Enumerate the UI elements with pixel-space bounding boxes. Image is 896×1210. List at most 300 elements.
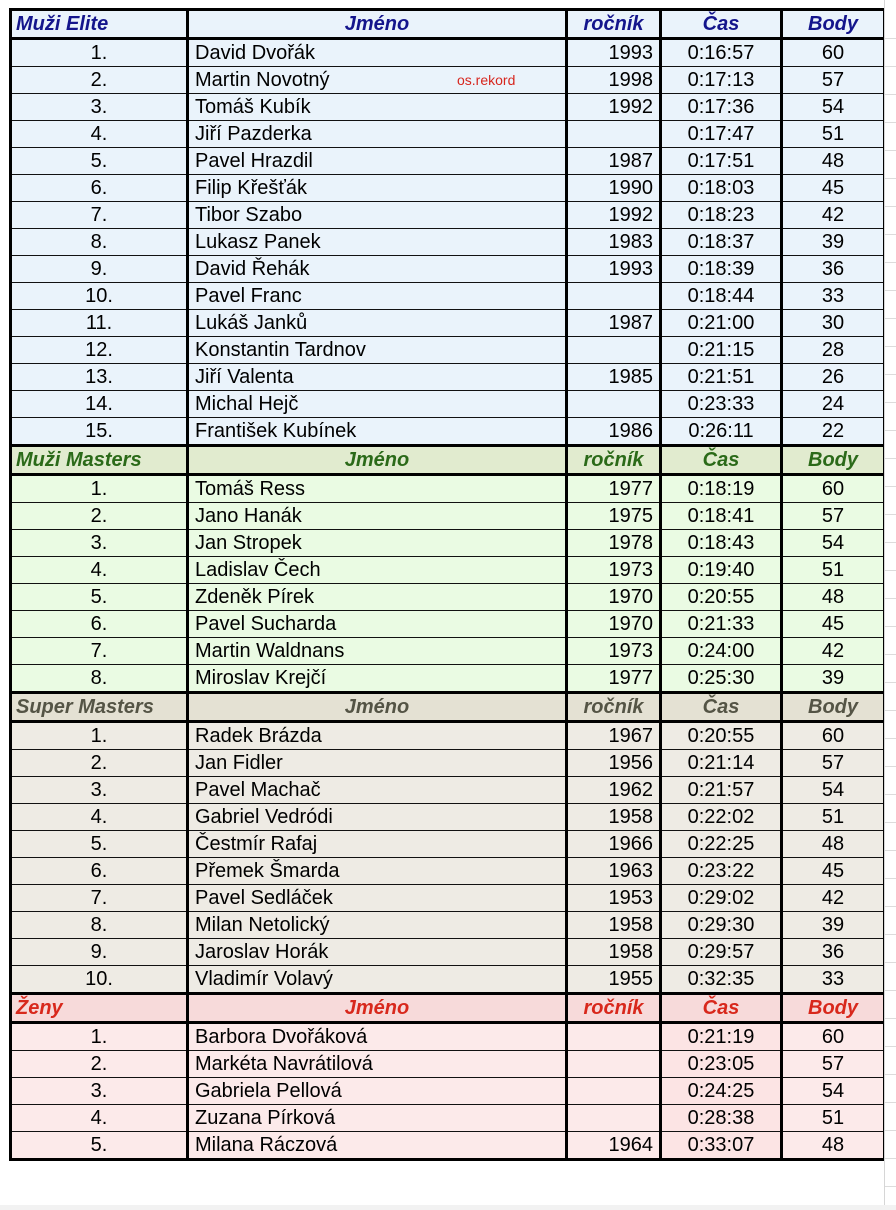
year-cell[interactable] [567, 939, 661, 966]
rank-cell-value: 6. [90, 177, 108, 199]
name-cell[interactable] [188, 148, 567, 175]
table-row [11, 750, 885, 777]
time-cell[interactable] [661, 202, 782, 229]
column-header-name[interactable]: Jméno [188, 446, 567, 475]
time-cell[interactable] [661, 750, 782, 777]
rank-cell[interactable] [11, 283, 188, 310]
name-cell-value: Přemek Šmarda [195, 860, 340, 882]
points-cell[interactable] [782, 418, 885, 446]
table-row [11, 638, 885, 665]
gridline [885, 1130, 896, 1131]
points-cell[interactable] [782, 966, 885, 994]
time-cell[interactable] [661, 777, 782, 804]
rank-cell[interactable] [11, 310, 188, 337]
year-cell[interactable] [567, 475, 661, 503]
name-cell[interactable] [188, 283, 567, 310]
points-cell-value: 60 [821, 1026, 845, 1048]
rank-cell[interactable] [11, 148, 188, 175]
year-cell-value: 1983 [608, 231, 653, 253]
name-cell[interactable] [188, 94, 567, 121]
rank-cell[interactable] [11, 1132, 188, 1160]
time-cell-value: 0:22:25 [687, 833, 755, 855]
time-cell[interactable] [661, 1023, 782, 1051]
table-row [11, 804, 885, 831]
time-cell[interactable] [661, 858, 782, 885]
table-row [11, 229, 885, 256]
rank-cell[interactable] [11, 777, 188, 804]
year-cell[interactable] [567, 229, 661, 256]
rank-cell-value: 2. [90, 752, 108, 774]
points-cell[interactable] [782, 391, 885, 418]
time-cell[interactable] [661, 831, 782, 858]
name-cell-value: David Dvořák [195, 42, 316, 64]
points-cell[interactable] [782, 148, 885, 175]
points-cell-value: 36 [821, 258, 845, 280]
name-cell[interactable] [188, 939, 567, 966]
points-cell-value: 42 [821, 204, 845, 226]
rank-cell[interactable] [11, 202, 188, 229]
points-cell-value: 54 [821, 779, 845, 801]
name-cell[interactable] [188, 229, 567, 256]
time-cell-value: 0:21:33 [687, 613, 755, 635]
time-cell[interactable] [661, 1051, 782, 1078]
year-cell-value: 1963 [608, 860, 653, 882]
name-cell[interactable] [188, 67, 567, 94]
time-cell-value: 0:32:35 [687, 968, 755, 990]
name-cell[interactable] [188, 912, 567, 939]
time-cell[interactable] [661, 611, 782, 638]
year-cell[interactable] [567, 283, 661, 310]
name-cell[interactable] [188, 1105, 567, 1132]
rank-cell[interactable] [11, 1078, 188, 1105]
rank-cell-value: 3. [90, 1080, 108, 1102]
rank-cell[interactable] [11, 121, 188, 148]
time-cell-value: 0:33:07 [687, 1134, 755, 1156]
column-header-year[interactable]: ročník [567, 10, 661, 39]
points-cell[interactable] [782, 611, 885, 638]
points-cell[interactable] [782, 121, 885, 148]
time-cell[interactable] [661, 557, 782, 584]
points-cell-value: 30 [821, 312, 845, 334]
rank-cell[interactable] [11, 94, 188, 121]
time-cell[interactable] [661, 885, 782, 912]
year-cell[interactable] [567, 418, 661, 446]
points-cell[interactable] [782, 665, 885, 693]
category-title[interactable]: Ženy [11, 994, 188, 1023]
year-cell-value: 1956 [608, 752, 653, 774]
column-header-name[interactable]: Jméno [188, 693, 567, 722]
rank-cell[interactable] [11, 229, 188, 256]
year-cell[interactable] [567, 530, 661, 557]
name-cell[interactable] [188, 1023, 567, 1051]
name-cell[interactable] [188, 310, 567, 337]
time-cell-value: 0:21:00 [687, 312, 755, 334]
points-cell[interactable] [782, 750, 885, 777]
year-cell[interactable] [567, 148, 661, 175]
rank-cell-value: 10. [85, 285, 113, 307]
table-row [11, 831, 885, 858]
name-cell-value: Martin Novotný [195, 69, 330, 91]
gridline [885, 290, 896, 291]
name-cell[interactable] [188, 611, 567, 638]
rank-cell[interactable] [11, 503, 188, 530]
column-header-points[interactable]: Body [782, 994, 885, 1023]
name-cell-value: Milana Ráczová [195, 1134, 338, 1156]
year-cell[interactable] [567, 175, 661, 202]
name-cell[interactable] [188, 858, 567, 885]
year-cell[interactable] [567, 885, 661, 912]
points-cell[interactable] [782, 337, 885, 364]
time-cell-value: 0:26:11 [688, 420, 754, 442]
column-header-year[interactable]: ročník [567, 994, 661, 1023]
time-cell[interactable] [661, 1078, 782, 1105]
rank-cell-value: 1. [90, 42, 108, 64]
column-header-name[interactable]: Jméno [188, 994, 567, 1023]
name-cell[interactable] [188, 722, 567, 750]
points-cell[interactable] [782, 283, 885, 310]
column-header-points[interactable]: Body [782, 10, 885, 39]
gridline [885, 1018, 896, 1019]
time-cell-value: 0:18:41 [687, 505, 755, 527]
year-cell[interactable] [567, 121, 661, 148]
time-cell[interactable] [661, 475, 782, 503]
points-cell[interactable] [782, 1132, 885, 1160]
gridline [885, 598, 896, 599]
points-cell[interactable] [782, 229, 885, 256]
name-cell[interactable] [188, 364, 567, 391]
table-row [11, 202, 885, 229]
year-cell[interactable] [567, 391, 661, 418]
rank-cell[interactable] [11, 39, 188, 67]
year-cell-value: 1987 [608, 150, 653, 172]
name-cell[interactable] [188, 777, 567, 804]
year-cell[interactable] [567, 1023, 661, 1051]
year-cell[interactable] [567, 750, 661, 777]
name-cell[interactable] [188, 831, 567, 858]
time-cell[interactable] [661, 418, 782, 446]
rank-cell[interactable] [11, 530, 188, 557]
year-cell[interactable] [567, 584, 661, 611]
name-cell[interactable] [188, 804, 567, 831]
points-cell[interactable] [782, 912, 885, 939]
year-cell[interactable] [567, 966, 661, 994]
time-cell[interactable] [661, 1132, 782, 1160]
column-header-year[interactable]: ročník [567, 446, 661, 475]
name-cell[interactable] [188, 750, 567, 777]
time-cell[interactable] [661, 665, 782, 693]
name-cell[interactable] [188, 475, 567, 503]
points-cell[interactable] [782, 858, 885, 885]
gridline [885, 458, 896, 459]
time-cell[interactable] [661, 148, 782, 175]
year-cell[interactable] [567, 503, 661, 530]
name-cell-value: Radek Brázda [195, 725, 322, 747]
year-cell[interactable] [567, 94, 661, 121]
gridline [885, 570, 896, 571]
rank-cell[interactable] [11, 584, 188, 611]
time-cell-value: 0:18:43 [687, 532, 755, 554]
rank-cell-value: 7. [90, 640, 108, 662]
rank-cell[interactable] [11, 256, 188, 283]
points-cell[interactable] [782, 885, 885, 912]
time-cell-value: 0:24:00 [687, 640, 755, 662]
points-cell[interactable] [782, 939, 885, 966]
time-cell[interactable] [661, 939, 782, 966]
name-cell[interactable] [188, 503, 567, 530]
time-cell[interactable] [661, 256, 782, 283]
rank-cell[interactable] [11, 722, 188, 750]
category-title[interactable]: Super Masters [11, 693, 188, 722]
points-cell[interactable] [782, 256, 885, 283]
name-cell[interactable] [188, 557, 567, 584]
gridline [885, 710, 896, 711]
rank-cell[interactable] [11, 912, 188, 939]
gridline [885, 486, 896, 487]
year-cell-value: 1987 [608, 312, 653, 334]
points-cell-value: 48 [821, 833, 845, 855]
rank-cell[interactable] [11, 391, 188, 418]
name-cell[interactable] [188, 337, 567, 364]
year-cell-value: 1970 [608, 613, 653, 635]
year-cell-value: 1964 [608, 1134, 653, 1156]
year-cell[interactable] [567, 557, 661, 584]
gridline [885, 150, 896, 151]
year-cell[interactable] [567, 1051, 661, 1078]
time-cell[interactable] [661, 94, 782, 121]
name-cell[interactable] [188, 202, 567, 229]
name-cell-value: Tibor Szabo [195, 204, 303, 226]
column-header-time[interactable]: Čas [661, 10, 782, 39]
rank-cell-value: 4. [90, 806, 108, 828]
points-cell-value: 57 [821, 1053, 845, 1075]
time-cell[interactable] [661, 638, 782, 665]
points-cell[interactable] [782, 364, 885, 391]
table-row [11, 391, 885, 418]
points-cell-value: 54 [821, 96, 845, 118]
rank-cell[interactable] [11, 557, 188, 584]
time-cell[interactable] [661, 391, 782, 418]
rank-cell[interactable] [11, 67, 188, 94]
table-row [11, 557, 885, 584]
rank-cell[interactable] [11, 1051, 188, 1078]
year-cell[interactable] [567, 858, 661, 885]
year-cell-value: 1953 [608, 887, 653, 909]
table-row [11, 39, 885, 67]
points-cell[interactable] [782, 475, 885, 503]
results-body [11, 10, 885, 1160]
time-cell-value: 0:18:39 [687, 258, 755, 280]
time-cell[interactable] [661, 804, 782, 831]
name-cell[interactable] [188, 1051, 567, 1078]
points-cell[interactable] [782, 39, 885, 67]
year-cell[interactable] [567, 831, 661, 858]
rank-cell[interactable] [11, 966, 188, 994]
name-cell[interactable] [188, 1132, 567, 1160]
gridline [885, 262, 896, 263]
rank-cell-value: 3. [90, 96, 108, 118]
name-cell[interactable] [188, 121, 567, 148]
gridline [885, 514, 896, 515]
time-cell[interactable] [661, 364, 782, 391]
points-cell[interactable] [782, 722, 885, 750]
name-cell[interactable] [188, 1078, 567, 1105]
time-cell[interactable] [661, 121, 782, 148]
year-cell[interactable] [567, 804, 661, 831]
year-cell-value: 1958 [608, 941, 653, 963]
column-header-points[interactable]: Body [782, 446, 885, 475]
rank-cell[interactable] [11, 337, 188, 364]
category-title[interactable]: Muži Elite [11, 10, 188, 39]
rank-cell[interactable] [11, 885, 188, 912]
time-cell-value: 0:17:36 [687, 96, 755, 118]
column-header-year[interactable]: ročník [567, 693, 661, 722]
time-cell[interactable] [661, 530, 782, 557]
points-cell[interactable] [782, 94, 885, 121]
time-cell-value: 0:20:55 [687, 586, 755, 608]
rank-cell-value: 9. [90, 941, 108, 963]
name-cell[interactable] [188, 391, 567, 418]
time-cell[interactable] [661, 584, 782, 611]
column-header-points[interactable]: Body [782, 693, 885, 722]
name-cell-value: Milan Netolický [195, 914, 330, 936]
name-cell[interactable] [188, 175, 567, 202]
year-cell-value: 1975 [608, 505, 653, 527]
year-cell[interactable] [567, 1132, 661, 1160]
rank-cell[interactable] [11, 858, 188, 885]
rank-cell-value: 6. [90, 613, 108, 635]
points-cell[interactable] [782, 67, 885, 94]
time-cell[interactable] [661, 1105, 782, 1132]
year-cell[interactable] [567, 722, 661, 750]
rank-cell[interactable] [11, 638, 188, 665]
time-cell[interactable] [661, 67, 782, 94]
year-cell[interactable] [567, 310, 661, 337]
rank-cell[interactable] [11, 175, 188, 202]
points-cell-value: 42 [821, 887, 845, 909]
name-cell[interactable] [188, 418, 567, 446]
year-cell-value: 1986 [608, 420, 653, 442]
points-cell[interactable] [782, 310, 885, 337]
points-cell-value: 54 [821, 532, 845, 554]
name-cell-value: Tomáš Kubík [195, 96, 311, 118]
rank-cell-value: 2. [90, 1053, 108, 1075]
points-cell[interactable] [782, 1023, 885, 1051]
year-cell[interactable] [567, 777, 661, 804]
points-cell[interactable] [782, 202, 885, 229]
column-header-name[interactable]: Jméno [188, 10, 567, 39]
category-title[interactable]: Muži Masters [11, 446, 188, 475]
name-cell[interactable] [188, 638, 567, 665]
time-cell[interactable] [661, 310, 782, 337]
gridline [885, 962, 896, 963]
points-cell[interactable] [782, 638, 885, 665]
table-row [11, 364, 885, 391]
name-cell[interactable] [188, 885, 567, 912]
year-cell[interactable] [567, 912, 661, 939]
rank-cell-value: 13. [85, 366, 113, 388]
rank-cell-value: 10. [85, 968, 113, 990]
points-cell[interactable] [782, 777, 885, 804]
rank-cell[interactable] [11, 831, 188, 858]
points-cell[interactable] [782, 831, 885, 858]
points-cell[interactable] [782, 530, 885, 557]
time-cell[interactable] [661, 175, 782, 202]
points-cell[interactable] [782, 175, 885, 202]
rank-cell[interactable] [11, 939, 188, 966]
year-cell[interactable] [567, 39, 661, 67]
year-cell[interactable] [567, 1078, 661, 1105]
time-cell-value: 0:21:51 [687, 366, 755, 388]
name-cell[interactable] [188, 584, 567, 611]
gridline [885, 402, 896, 403]
time-cell[interactable] [661, 966, 782, 994]
gridline [885, 234, 896, 235]
year-cell[interactable] [567, 202, 661, 229]
year-cell[interactable] [567, 67, 661, 94]
rank-cell-value: 1. [90, 725, 108, 747]
rank-cell[interactable] [11, 364, 188, 391]
year-cell[interactable] [567, 638, 661, 665]
points-cell[interactable] [782, 584, 885, 611]
points-cell-value: 45 [821, 860, 845, 882]
time-cell[interactable] [661, 283, 782, 310]
rank-cell[interactable] [11, 665, 188, 693]
column-header-time[interactable]: Čas [661, 994, 782, 1023]
rank-cell-value: 3. [90, 779, 108, 801]
time-cell[interactable] [661, 337, 782, 364]
rank-cell[interactable] [11, 475, 188, 503]
points-cell[interactable] [782, 1051, 885, 1078]
name-cell-value: Pavel Sedláček [195, 887, 333, 909]
name-cell-value: Jaroslav Horák [195, 941, 329, 963]
name-cell[interactable] [188, 665, 567, 693]
name-cell[interactable] [188, 39, 567, 67]
table-row [11, 777, 885, 804]
time-cell[interactable] [661, 229, 782, 256]
name-cell[interactable] [188, 256, 567, 283]
column-header-time[interactable]: Čas [661, 446, 782, 475]
rank-cell[interactable] [11, 1023, 188, 1051]
rank-cell[interactable] [11, 1105, 188, 1132]
rank-cell[interactable] [11, 804, 188, 831]
points-cell[interactable] [782, 503, 885, 530]
year-cell[interactable] [567, 611, 661, 638]
rank-cell[interactable] [11, 750, 188, 777]
time-cell[interactable] [661, 503, 782, 530]
points-cell[interactable] [782, 1078, 885, 1105]
points-cell[interactable] [782, 557, 885, 584]
year-cell[interactable] [567, 665, 661, 693]
name-cell[interactable] [188, 530, 567, 557]
year-cell[interactable] [567, 1105, 661, 1132]
points-cell[interactable] [782, 1105, 885, 1132]
year-cell[interactable] [567, 337, 661, 364]
time-cell-value: 0:16:57 [687, 42, 755, 64]
name-cell[interactable] [188, 966, 567, 994]
column-header-time[interactable]: Čas [661, 693, 782, 722]
time-cell[interactable] [661, 39, 782, 67]
points-cell[interactable] [782, 804, 885, 831]
time-cell[interactable] [661, 912, 782, 939]
year-cell-value: 1998 [608, 69, 653, 91]
rank-cell[interactable] [11, 418, 188, 446]
time-cell[interactable] [661, 722, 782, 750]
year-cell[interactable] [567, 256, 661, 283]
rank-cell[interactable] [11, 611, 188, 638]
year-cell[interactable] [567, 364, 661, 391]
points-cell-value: 51 [821, 123, 845, 145]
rank-cell-value: 1. [90, 1026, 108, 1048]
